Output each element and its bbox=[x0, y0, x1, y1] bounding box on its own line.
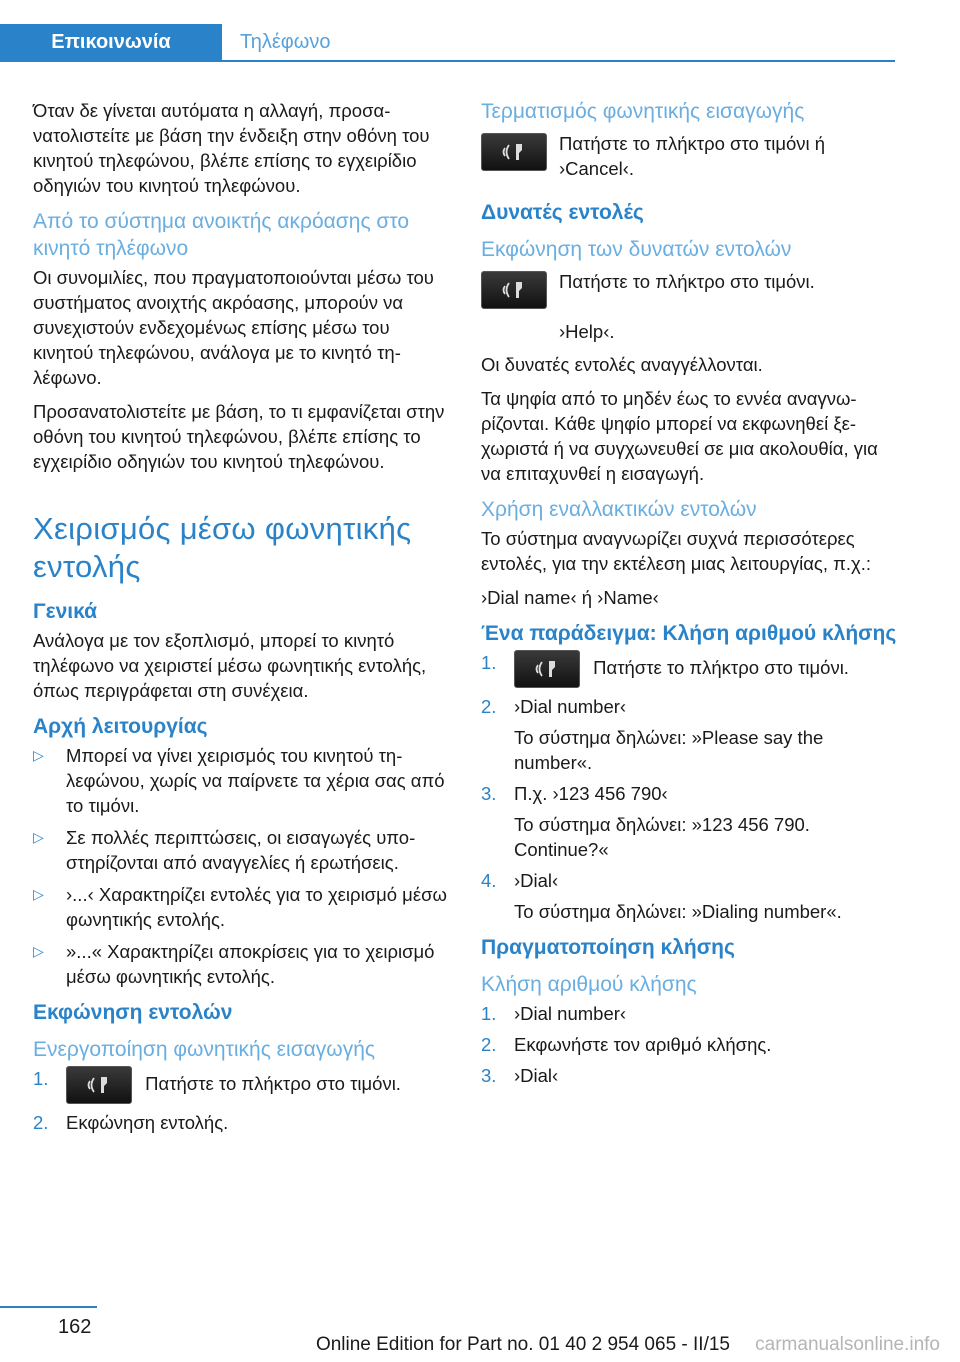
instruction-line: ›Help‹. bbox=[559, 321, 615, 342]
step-number: 2. bbox=[33, 1112, 49, 1133]
bullet-list bbox=[33, 743, 453, 989]
list-item bbox=[33, 939, 453, 989]
tab-communication[interactable]: Επικοινωνία bbox=[0, 24, 222, 60]
subheading-alt: Χρήση εναλλακτικών εντολών bbox=[481, 498, 757, 521]
instruction-line: Πατήστε το πλήκτρο στο τιμόνι. bbox=[559, 271, 815, 292]
heading-call: Πραγματοποίηση κλήσης bbox=[481, 936, 735, 959]
subheading-speak: Εκφώνηση των δυνατών εντολών bbox=[481, 238, 792, 261]
triangle-bullet-icon: ▷ bbox=[33, 829, 44, 845]
step-number: 1. bbox=[481, 1003, 497, 1024]
list-item-text: »...« Χαρακτηρίζει αποκρίσεις για το χειρισμό μέσω φωνητικής εντολής. bbox=[66, 941, 435, 987]
right-column bbox=[481, 98, 901, 1096]
subheading-activate: Ενεργοποίηση φωνητικής εισαγωγής bbox=[33, 1038, 375, 1061]
heading-commands: Εκφώνηση εντολών bbox=[33, 1001, 233, 1024]
list-item-text: ›...‹ Χαρακτηρίζει εντολές για το χειρισμό μέσω φωνητικής εντολής. bbox=[66, 884, 447, 930]
step-text: Π.χ. ›123 456 790‹ bbox=[514, 783, 668, 804]
voice-button-icon bbox=[481, 133, 547, 171]
step-number: 2. bbox=[481, 1034, 497, 1055]
section-title-voice: Χειρισμός μέσω φωνητικής εντολής bbox=[33, 511, 412, 584]
step-number: 4. bbox=[481, 870, 497, 891]
subheading-end: Τερματισμός φωνητικής εισαγωγής bbox=[481, 100, 805, 123]
paragraph: Οι δυνατές εντολές αναγγέλλονται. bbox=[481, 354, 763, 375]
step-number: 1. bbox=[33, 1068, 49, 1089]
list-item bbox=[33, 743, 453, 818]
list-item bbox=[33, 882, 453, 932]
instruction-text: Πατήστε το πλήκτρο στο τιμόνι ή ›Cancel‹. bbox=[559, 133, 826, 179]
step-number: 3. bbox=[481, 1065, 497, 1086]
header-rule bbox=[0, 60, 895, 62]
step-text: ›Dial number‹ bbox=[514, 696, 627, 717]
page-header bbox=[0, 0, 895, 62]
step-number: 3. bbox=[481, 783, 497, 804]
step-response: Το σύστημα δηλώνει: »Please say the number«. bbox=[514, 727, 824, 773]
instruction-text bbox=[559, 269, 901, 344]
step-text: Εκφώνηση εντολής. bbox=[66, 1112, 229, 1133]
step-text: ›Dial‹ bbox=[514, 1065, 559, 1086]
left-column bbox=[33, 98, 453, 1143]
list-item bbox=[481, 694, 901, 775]
triangle-bullet-icon: ▷ bbox=[33, 943, 44, 959]
paragraph: Προσανατολιστείτε με βάση, το τι εμφανίζεται στην οθόνη του κινητού τηλεφώνου, βλέπε επίσης το εγχειρίδιο οδηγιών του κινητού τηλεφώνου. bbox=[33, 401, 445, 472]
paragraph: Όταν δε γίνεται αυτόματα η αλλαγή, προσανατολιστείτε με βάση την ένδειξη στην οθόνη του κινητού τηλεφώνου, βλέπε επίσης το εγχειρίδιο οδηγιών του κινητού τηλεφώνου. bbox=[33, 100, 430, 196]
list-item bbox=[33, 1110, 453, 1135]
steps-activate bbox=[33, 1066, 453, 1135]
edition-footer: Online Edition for Part no. 01 40 2 954 065 - II/15 bbox=[315, 1334, 730, 1355]
subheading-callnum: Κλήση αριθμού κλήσης bbox=[481, 973, 697, 996]
step-text: Πατήστε το πλήκτρο στο τιμόνι. bbox=[593, 656, 849, 678]
paragraph: Το σύστημα αναγνωρίζει συχνά περισσότερες εντολές, για την εκτέλεση μιας λειτουργίας, π.χ.: bbox=[481, 528, 871, 574]
triangle-bullet-icon: ▷ bbox=[33, 886, 44, 902]
step-text: Πατήστε το πλήκτρο στο τιμόνι. bbox=[145, 1072, 401, 1094]
list-item bbox=[481, 781, 901, 862]
step-text: ›Dial‹ bbox=[514, 870, 559, 891]
paragraph: Τα ψηφία από το μηδέν έως το εννέα αναγνωρίζονται. Κάθε ψηφίο μπορεί να εκφωνηθεί ξεχωριστά ή να συγχωνευθεί σε μια ακολουθία, για να επιταχυνθεί η εισαγωγή. bbox=[481, 388, 878, 484]
speak-instruction bbox=[481, 269, 901, 344]
heading-possible: Δυνατές εντολές bbox=[481, 201, 644, 224]
list-item bbox=[481, 650, 901, 688]
steps-call bbox=[481, 1001, 901, 1088]
voice-button-icon bbox=[481, 271, 547, 309]
paragraph: ›Dial name‹ ή ›Name‹ bbox=[481, 587, 659, 608]
list-item-text: Μπορεί να γίνει χειρισμός του κινητού τηλεφώνου, χωρίς να παίρνετε τα χέρια σας από το τιμόνι. bbox=[66, 745, 445, 816]
list-item bbox=[33, 825, 453, 875]
list-item bbox=[481, 1032, 901, 1057]
step-number: 2. bbox=[481, 696, 497, 717]
steps-example bbox=[481, 650, 901, 924]
step-text: Εκφωνήστε τον αριθμό κλήσης. bbox=[514, 1034, 772, 1055]
triangle-bullet-icon: ▷ bbox=[33, 747, 44, 763]
paragraph: Ανάλογα με τον εξοπλισμό, μπορεί το κινητό τηλέφωνο να χειριστεί μέσω φωνητικής εντολής, όπως περιγράφεται στη συνέχεια. bbox=[33, 630, 427, 701]
list-item-text: Σε πολλές περιπτώσεις, οι εισαγωγές υποστηρίζονται από αναγγελίες ή ερωτήσεις. bbox=[66, 827, 416, 873]
page-number: 162 bbox=[58, 1316, 92, 1338]
heading-principle: Αρχή λειτουργίας bbox=[33, 715, 208, 738]
footer-rule bbox=[0, 1306, 97, 1308]
subheading-handsfree: Από το σύστημα ανοικτής ακρόασης στο κινητό τηλέφωνο bbox=[33, 210, 410, 260]
heading-general: Γενικά bbox=[33, 600, 98, 623]
end-instruction bbox=[481, 131, 901, 181]
heading-example: Ένα παράδειγμα: Κλήση αριθμού κλήσης bbox=[481, 622, 897, 645]
list-item bbox=[33, 1066, 453, 1104]
tab-telephone[interactable]: Τηλέφωνο bbox=[240, 30, 331, 53]
list-item bbox=[481, 1001, 901, 1026]
voice-button-icon bbox=[66, 1066, 132, 1104]
list-item bbox=[481, 1063, 901, 1088]
voice-button-icon bbox=[514, 650, 580, 688]
step-text: ›Dial number‹ bbox=[514, 1003, 627, 1024]
list-item bbox=[481, 868, 901, 924]
paragraph: Οι συνομιλίες, που πραγματοποιούνται μέσω του συστήματος ανοιχτής ακρόασης, μπορούν να συνεχιστούν ενδεχομένως επίσης μέσω του κινητού τηλεφώνου, ανάλογα με το κινητό τηλέφωνο. bbox=[33, 267, 434, 388]
watermark: carmanualsonline.info bbox=[755, 1334, 940, 1355]
step-number: 1. bbox=[481, 652, 497, 673]
step-response: Το σύστημα δηλώνει: »Dialing number«. bbox=[514, 901, 842, 922]
step-response: Το σύστημα δηλώνει: »123 456 790. Continue?« bbox=[514, 814, 810, 860]
